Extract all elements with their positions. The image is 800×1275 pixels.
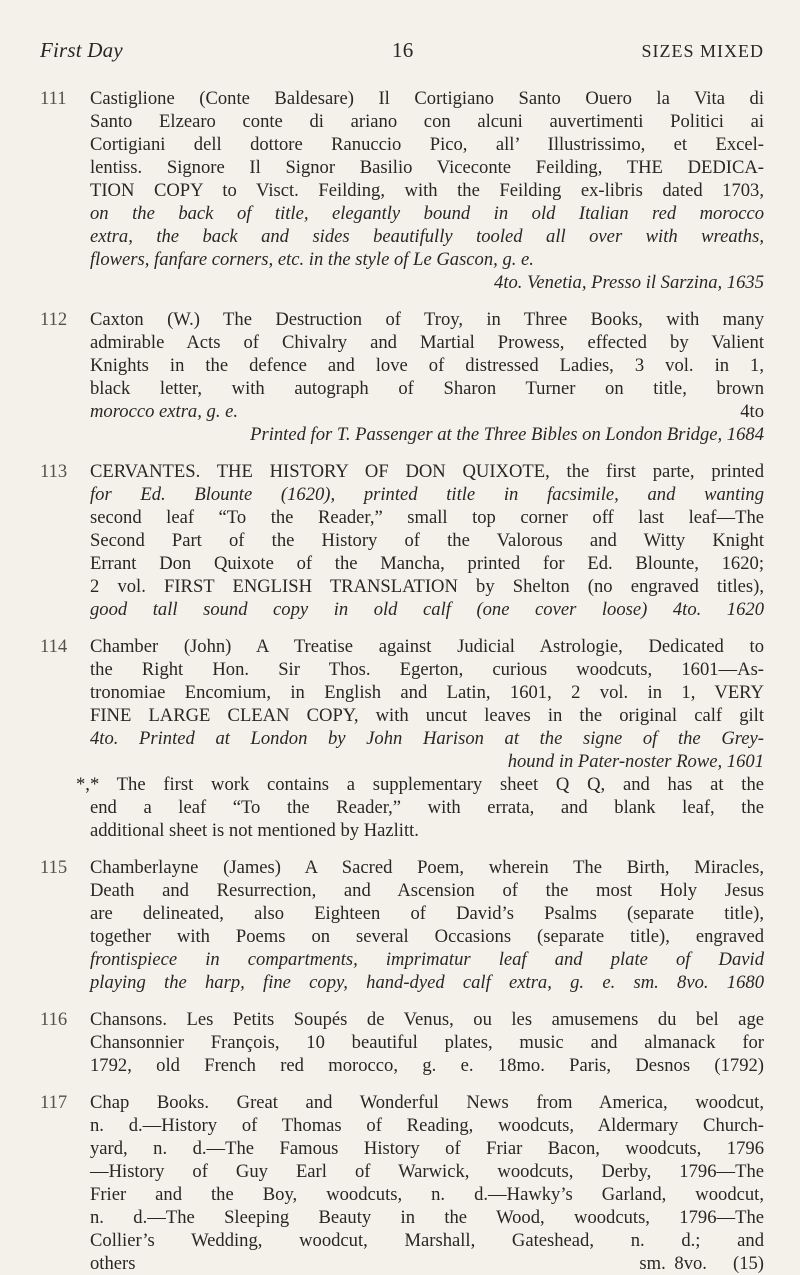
lot-description bbox=[90, 1091, 768, 1275]
header-day: First Day bbox=[40, 38, 123, 62]
lot-line: —History of Guy Earl of Warwick, woodcuts, Derby, 1796—The bbox=[90, 1161, 764, 1182]
lot-114 bbox=[40, 635, 768, 842]
lot-number: 113 bbox=[40, 461, 68, 482]
lot-116 bbox=[40, 1008, 768, 1077]
lot-line: Santo Elzearo conte di ariano con alcuni auvertimenti Politici ai bbox=[90, 111, 764, 132]
lot-line: Second Part of the History of the Valorous and Witty Knight bbox=[90, 530, 764, 551]
lot-line: Knights in the defence and love of distressed Ladies, 3 vol. in 1, bbox=[90, 355, 764, 376]
lot-line: morocco extra, g. e. bbox=[90, 401, 239, 422]
lot-description bbox=[90, 87, 768, 294]
lot-number: 117 bbox=[40, 1092, 68, 1113]
lot-line: are delineated, also Eighteen of David’s Psalms (separate title), bbox=[90, 903, 764, 924]
lot-line: admirable Acts of Chivalry and Martial Prowess, effected by Valient bbox=[90, 332, 764, 353]
lot-imprint: 4to. Venetia, Presso il Sarzina, 1635 bbox=[494, 272, 764, 293]
lot-line: TION COPY to Visct. Feilding, with the Feilding ex-libris dated 1703, bbox=[90, 180, 764, 201]
lot-line: playing the harp, fine copy, hand-dyed calf extra, g. e. sm. 8vo. 1680 bbox=[90, 972, 764, 993]
note-line: additional sheet is not mentioned by Hazlitt. bbox=[90, 820, 419, 841]
lot-description bbox=[90, 1008, 768, 1077]
lot-line: n. d.—The Sleeping Beauty in the Wood, woodcuts, 1796—The bbox=[90, 1207, 764, 1228]
lot-line: together with Poems on several Occasions (separate title), engraved bbox=[90, 926, 764, 947]
lot-line: FINE LARGE CLEAN COPY, with uncut leaves in the original calf gilt bbox=[90, 705, 764, 726]
lot-line: Chap Books. Great and Wonderful News from America, woodcut, bbox=[90, 1092, 764, 1113]
lot-line: Collier’s Wedding, woodcut, Marshall, Gateshead, n. d.; and bbox=[90, 1230, 764, 1251]
lot-line: 2 vol. FIRST ENGLISH TRANSLATION by Shelton (no engraved titles), bbox=[90, 576, 764, 597]
lot-line: yard, n. d.—The Famous History of Friar Bacon, woodcuts, 1796 bbox=[90, 1138, 764, 1159]
lot-line: frontispiece in compartments, imprimatur leaf and plate of David bbox=[90, 949, 764, 970]
lot-111 bbox=[40, 87, 768, 294]
lot-line: Chansonnier François, 10 beautiful plates, music and almanack for bbox=[90, 1032, 764, 1053]
note-line: end a leaf “To the Reader,” with errata, and blank leaf, the bbox=[90, 797, 764, 818]
lot-line: extra, the back and sides beautifully tooled all over with wreaths, bbox=[90, 226, 764, 247]
lot-113 bbox=[40, 460, 768, 621]
lot-note bbox=[76, 773, 764, 842]
lot-line: on the back of title, elegantly bound in old Italian red morocco bbox=[90, 203, 764, 224]
lot-line: Chamber (John) A Treatise against Judicial Astrologie, Dedicated to bbox=[90, 636, 764, 657]
lot-format: 4to bbox=[740, 401, 764, 422]
lot-line: good tall sound copy in old calf (one cover loose) 4to. 1620 bbox=[90, 599, 764, 620]
lot-line: for Ed. Blounte (1620), printed title in facsimile, and wanting bbox=[90, 484, 764, 505]
lot-line: Caxton (W.) The Destruction of Troy, in Three Books, with many bbox=[90, 309, 764, 330]
lot-line: tronomiae Encomium, in English and Latin, 1601, 2 vol. in 1, VERY bbox=[90, 682, 764, 703]
lot-number: 111 bbox=[40, 88, 67, 109]
page-header bbox=[40, 38, 768, 63]
lot-description bbox=[90, 856, 768, 994]
lot-line: CERVANTES. THE HISTORY OF DON QUIXOTE, the first parte, printed bbox=[90, 461, 764, 482]
lot-description bbox=[90, 308, 768, 446]
lot-line: n. d.—History of Thomas of Reading, woodcuts, Aldermary Church- bbox=[90, 1115, 764, 1136]
lot-line: lentiss. Signore Il Signor Basilio Viceconte Feilding, THE DEDICA- bbox=[90, 157, 764, 178]
lot-117 bbox=[40, 1091, 768, 1275]
note-line: *,* The first work contains a supplementary sheet Q Q, and has at the bbox=[76, 774, 764, 795]
lot-line: 1792, old French red morocco, g. e. 18mo. Paris, Desnos (1792) bbox=[90, 1055, 764, 1076]
lot-line: flowers, fanfare corners, etc. in the style of Le Gascon, g. e. bbox=[90, 249, 534, 270]
lot-line: Death and Resurrection, and Ascension of the most Holy Jesus bbox=[90, 880, 764, 901]
lot-112 bbox=[40, 308, 768, 446]
lot-115 bbox=[40, 856, 768, 994]
lot-imprint: Printed for T. Passenger at the Three Bibles on London Bridge, 1684 bbox=[250, 424, 764, 445]
lot-line: Castiglione (Conte Baldesare) Il Cortigiano Santo Ouero la Vita di bbox=[90, 88, 764, 109]
lot-number: 115 bbox=[40, 857, 68, 878]
lot-line: Errant Don Quixote of the Mancha, printed for Ed. Blounte, 1620; bbox=[90, 553, 764, 574]
page-number: 16 bbox=[392, 38, 414, 62]
lot-line: others sm. 8vo. (15) bbox=[90, 1253, 764, 1274]
lot-line: Chamberlayne (James) A Sacred Poem, wherein The Birth, Miracles, bbox=[90, 857, 764, 878]
lot-line: second leaf “To the Reader,” small top corner off last leaf—The bbox=[90, 507, 764, 528]
lot-line: Frier and the Boy, woodcuts, n. d.—Hawky’s Garland, woodcut, bbox=[90, 1184, 764, 1205]
lot-line: Cortigiani dell dottore Ranuccio Pico, all’ Illustrissimo, et Excel- bbox=[90, 134, 764, 155]
lot-number: 116 bbox=[40, 1009, 68, 1030]
header-section: SIZES MIXED bbox=[641, 41, 764, 61]
lot-line: black letter, with autograph of Sharon Turner on title, brown bbox=[90, 378, 764, 399]
lot-description bbox=[90, 460, 768, 621]
lot-imprint: hound in Pater-noster Rowe, 1601 bbox=[507, 751, 764, 772]
lot-line: Chansons. Les Petits Soupés de Venus, ou les amusemens du bel age bbox=[90, 1009, 764, 1030]
lot-line: 4to. Printed at London by John Harison at the signe of the Grey- bbox=[90, 728, 764, 749]
lot-number: 112 bbox=[40, 309, 68, 330]
lot-line: the Right Hon. Sir Thos. Egerton, curious woodcuts, 1601—As- bbox=[90, 659, 764, 680]
lot-number: 114 bbox=[40, 636, 68, 657]
lot-description bbox=[76, 635, 768, 842]
